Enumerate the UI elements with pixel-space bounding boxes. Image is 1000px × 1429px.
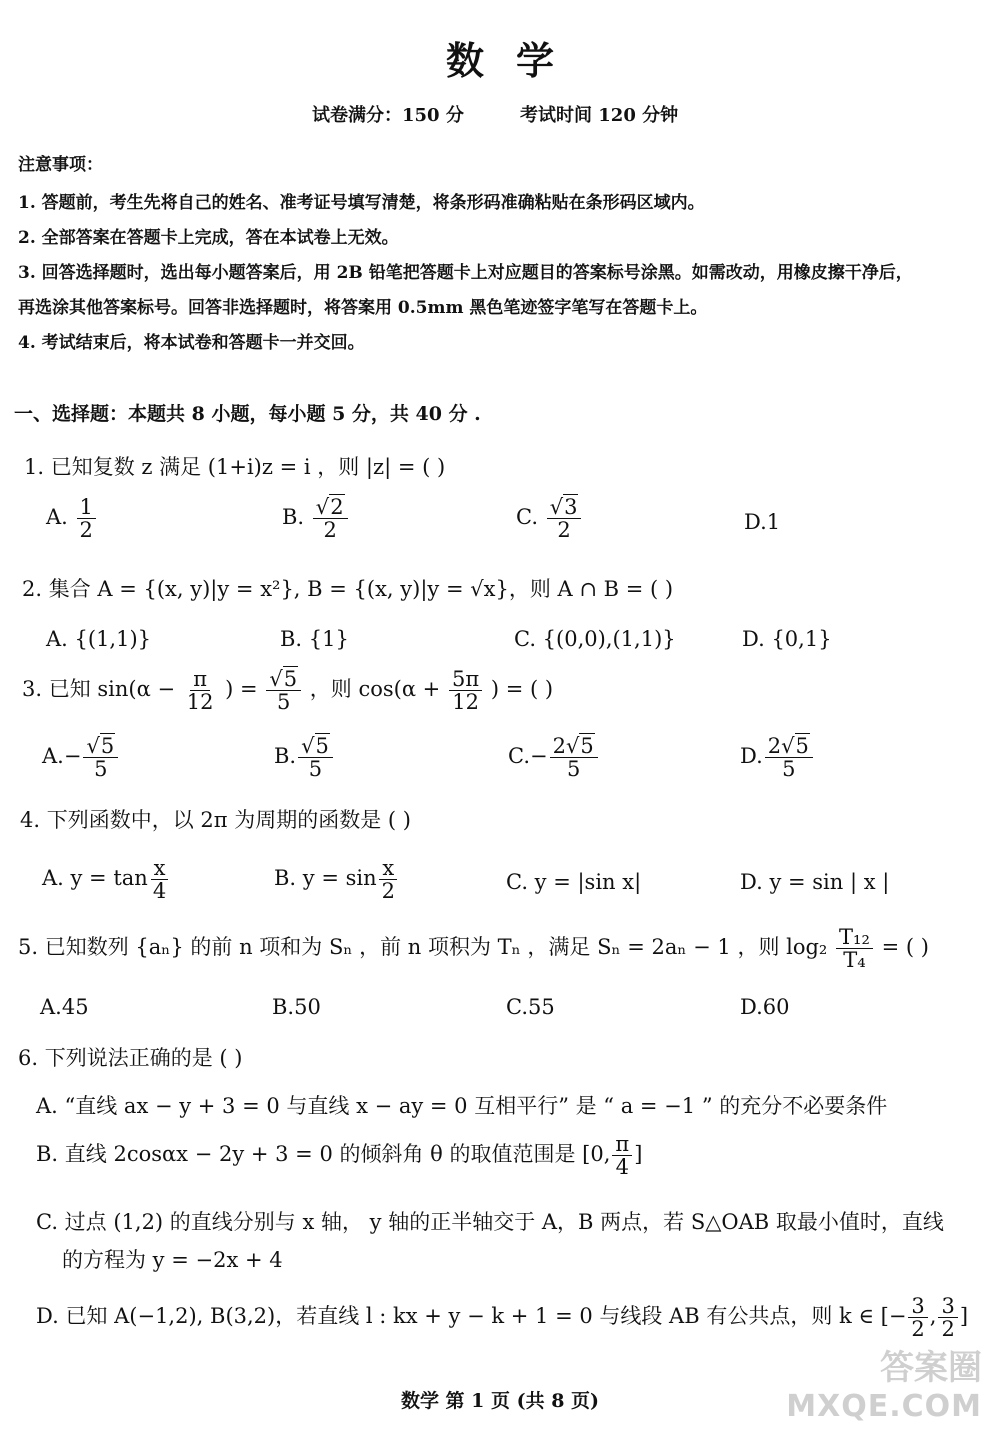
page-footer: 数学 第 1 页 (共 8 页) — [400, 1390, 600, 1412]
question-2: 2. 集合 A = {(x, y)|y = x²}, B = {(x, y)|y = √x}，则 A ∩ B = ( ) — [22, 577, 674, 601]
fraction: $\frac{√5}{5}$ — [266, 668, 301, 713]
question-1: 1. 已知复数 z 满足 (1+i)z = i ，则 |z| = ( ) — [24, 455, 446, 479]
q4-option-b: B. y = sin $\frac{x}{2}$ — [274, 857, 400, 902]
q1-option-d: D.1 — [744, 510, 781, 534]
q6-option-c-line2: 的方程为 y = −2x + 4 — [62, 1248, 283, 1272]
fraction: $\frac{√2}{2}$ — [313, 496, 348, 541]
q6-option-c: C. 过点 (1,2) 的直线分别与 x 轴， y 轴的正半轴交于 A，B 两点，若 S△OAB 取最小值时，直线 — [36, 1210, 944, 1234]
fraction: $\frac{2√5}{5}$ — [550, 735, 598, 780]
q2-option-a: A. {(1,1)} — [46, 627, 152, 651]
fraction: $\frac{2√5}{5}$ — [765, 735, 813, 780]
q2-option-b: B. {1} — [280, 627, 349, 651]
q1-option-a — [46, 496, 98, 541]
notice-item: 再选涂其他答案标号。回答非选择题时，将答案用 0.5mm 黑色笔迹签字笔写在答题卡上。 — [18, 298, 708, 318]
q4-option-d: D. y = sin | x | — [740, 870, 890, 894]
fraction: $\frac{√5}{5}$ — [298, 735, 333, 780]
watermark — [786, 1340, 982, 1424]
q2-option-c: C. {(0,0),(1,1)} — [514, 627, 676, 651]
question-5: 5. 已知数列 {aₙ} 的前 n 项和为 Sₙ ，前 n 项积为 Tₙ ，满足 Sₙ = 2aₙ − 1 ，则 log₂ $\frac{\text{T₁₂}}{\text{T₄}}$ = ( ) — [18, 925, 929, 973]
fraction: $\frac{\pi}{12}$ — [186, 667, 214, 715]
full-score: 试卷满分：150 分 — [312, 105, 464, 126]
fraction: $\frac{√3}{2}$ — [547, 496, 582, 541]
fraction: $\frac{\pi}{4}$ — [612, 1133, 632, 1178]
fraction: $\frac{1}{2}$ — [77, 496, 96, 541]
q5-option-c: C.55 — [506, 995, 555, 1019]
fraction: $\frac{3}{2}$ — [938, 1295, 957, 1340]
question-6: 6. 下列说法正确的是 ( ) — [18, 1046, 243, 1070]
fraction: $\frac{5\pi}{12}$ — [449, 668, 482, 713]
q5-option-a: A.45 — [40, 995, 89, 1019]
watermark-url: MXQE.COM — [786, 1389, 982, 1424]
q6-option-b: B. 直线 2cosαx − 2y + 3 = 0 的倾斜角 θ 的取值范围是 [0, $\frac{\pi}{4}$ ] — [36, 1132, 643, 1180]
fraction: $\frac{3}{2}$ — [908, 1295, 927, 1340]
fraction: $\frac{x}{4}$ — [150, 857, 169, 902]
notice-heading: 注意事项： — [18, 155, 103, 175]
option-label: B. — [282, 505, 305, 530]
exam-time: 考试时间 120 分钟 — [520, 105, 679, 126]
section-heading: 一、选择题：本题共 8 小题，每小题 5 分，共 40 分 . — [14, 403, 481, 425]
notice-item: 4. 考试结束后，将本试卷和答题卡一并交回。 — [18, 333, 365, 353]
fraction: $\frac{√5}{5}$ — [83, 735, 118, 780]
option-label: C. — [516, 505, 538, 530]
q6-option-d: D. 已知 A(−1,2), B(3,2)，若直线 l : kx + y − k + 1 = 0 与线段 AB 有公共点，则 k ∈ [− $\frac{3}{2}$ , $\frac{3}{2}$ ] — [36, 1294, 969, 1342]
fraction: $\frac{x}{2}$ — [379, 857, 398, 902]
fraction: $\frac{\text{T₁₂}}{\text{T₄}}$ — [836, 926, 873, 971]
q5-option-b: B.50 — [272, 995, 321, 1019]
q6-option-a: A. “直线 ax − y + 3 = 0 与直线 x − ay = 0 互相平行” 是 “ a = −1 ” 的充分不必要条件 — [36, 1094, 888, 1118]
q3-option-b: B. $\frac{√5}{5}$ — [274, 735, 335, 780]
page-title: 数学 — [445, 38, 586, 83]
notice-item: 3. 回答选择题时，选出每小题答案后，用 2B 铅笔把答题卡上对应题目的答案标号涂黑。如需改动，用橡皮擦干净后， — [18, 263, 913, 283]
q2-option-d: D. {0,1} — [742, 627, 832, 651]
q1-option-b — [282, 496, 350, 541]
q3-option-c: C.− $\frac{2√5}{5}$ — [508, 735, 600, 780]
question-4: 4. 下列函数中，以 2π 为周期的函数是 ( ) — [20, 808, 411, 832]
watermark-logo: 答案圈 — [880, 1348, 982, 1388]
q3-option-d: D. $\frac{2√5}{5}$ — [740, 735, 815, 780]
option-label: A. — [46, 505, 68, 530]
q3-option-a: A.− $\frac{√5}{5}$ — [42, 735, 120, 780]
q4-option-a: A. y = tan $\frac{x}{4}$ — [42, 857, 171, 902]
q4-option-c: C. y = |sin x| — [506, 870, 642, 894]
q5-option-d: D.60 — [740, 995, 790, 1019]
question-3: 3. 已知 sin(α − $\frac{\pi}{12}$ ) = $\frac{√5}{5}$ ，则 cos(α + $\frac{5\pi}{12}$ ) = ( ) — [22, 667, 554, 715]
q1-option-c — [516, 496, 583, 541]
notice-item: 2. 全部答案在答题卡上完成，答在本试卷上无效。 — [18, 228, 399, 248]
notice-item: 1. 答题前，考生先将自己的姓名、准考证号填写清楚，将条形码准确粘贴在条形码区域内。 — [18, 193, 705, 213]
